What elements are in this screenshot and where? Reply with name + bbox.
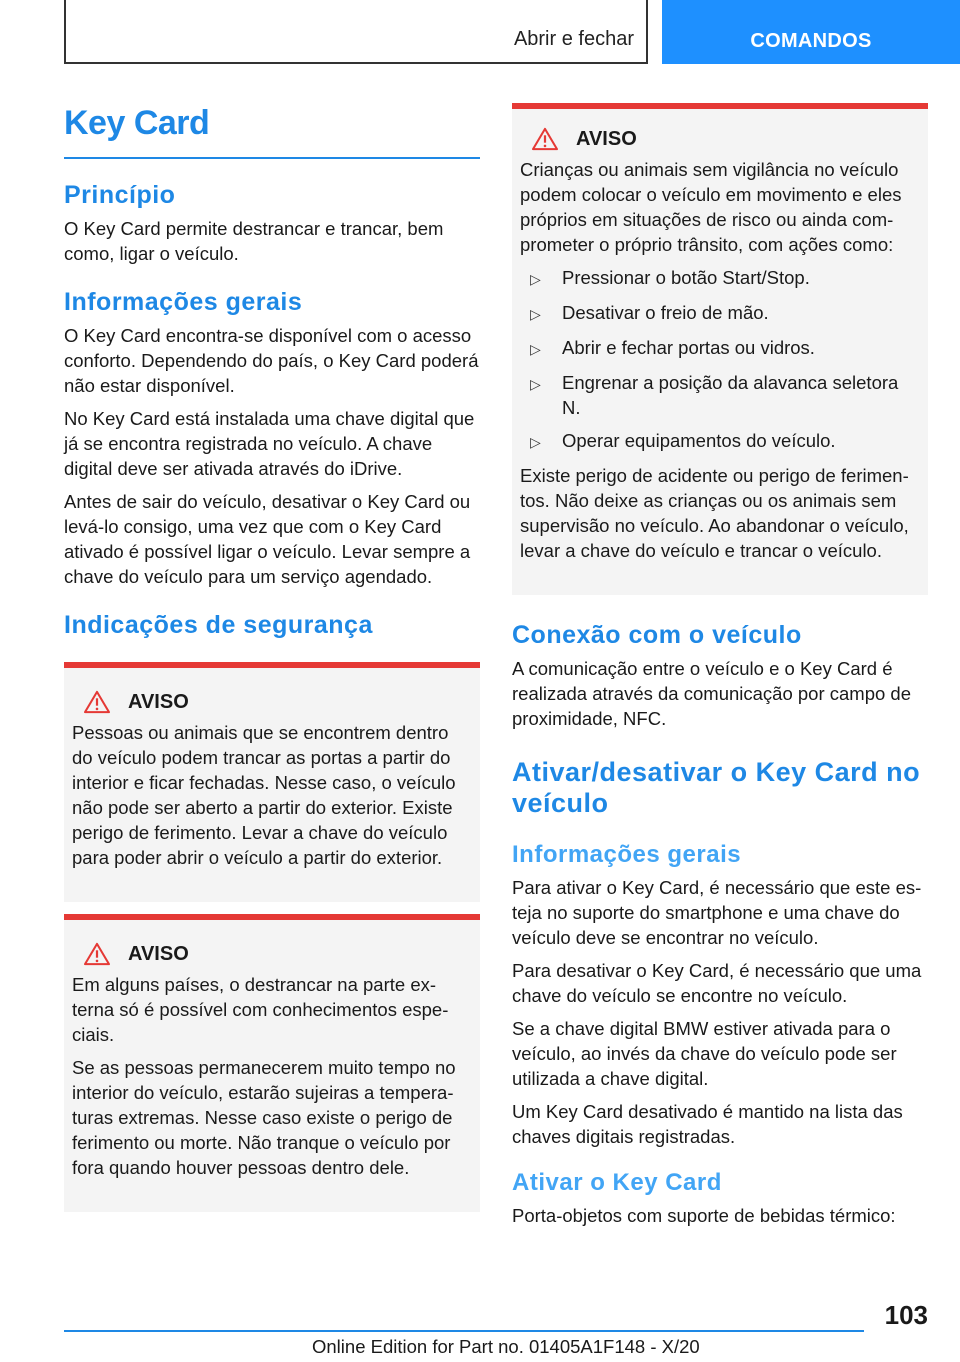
page-title: Key Card: [64, 104, 210, 142]
warning-list: [520, 265, 920, 455]
warning-text: Pessoas ou animais que se encontrem dentro do veículo podem trancar as portas a partir do interior e ficar fechadas. Nesse caso, o veículo não pode ser aberto a partir do exterior. Existe perigo de ferimento. Levar a chave do veículo para poder abrir o veículo a partir do exterior.: [72, 722, 456, 868]
safety-heading: Indicações de segurança: [64, 611, 373, 639]
info-paragraph-1: Para ativar o Key Card, é necessário que este esteja no suporte do smartphone e uma chave do veículo deve se encontrar no veículo.: [512, 877, 922, 948]
list-item: ▷ Operar equipamentos do veículo.: [520, 428, 920, 455]
warning-box-3: [512, 103, 928, 595]
edition-text: Online Edition for Part no. 01405A1F148 - X/20: [312, 1336, 700, 1357]
warning-box-2: [64, 914, 480, 1212]
warning-text-1: Em alguns países, o destrancar na parte externa só é possível com conhecimentos especiais.: [72, 974, 449, 1045]
warning-text-2: Se as pessoas permanecerem muito tempo no interior do veículo, estarão sujeiras a temperaturas extremas. Nesse caso existe o perigo de ferimento ou morte. Não tranque o veículo por fora quando houver pessoas dentro dele.: [72, 1057, 456, 1178]
left-column: [64, 100, 480, 1212]
info-paragraph-3: Se a chave digital BMW estiver ativada para o veículo, ao invés da chave do veículo pode ser utilizada a chave digital.: [512, 1018, 897, 1089]
header-frame: [64, 0, 648, 64]
info-paragraph-1: O Key Card encontra-se disponível com o acesso conforto. Dependendo do país, o Key Card poderá não estar disponível.: [64, 325, 479, 396]
info-heading: Informações gerais: [64, 288, 303, 316]
list-item: ▷ Pressionar o botão Start/Stop.: [520, 265, 920, 292]
warning-triangle-icon: [82, 942, 112, 966]
info-paragraph-4: Um Key Card desativado é mantido na lista das chaves digitais registradas.: [512, 1101, 903, 1147]
warning-title: AVISO: [128, 690, 189, 713]
section-title: Abrir e fechar: [513, 28, 634, 50]
info-paragraph-2: Para desativar o Key Card, é necessário que uma chave do veículo se encontre no veículo.: [512, 960, 922, 1006]
info-paragraph-2: No Key Card está instalada uma chave digital que já se encontra registrada no veículo. A chave digital deve ser ativada através do iDrive.: [64, 408, 475, 479]
principio-heading: Princípio: [64, 181, 176, 209]
warning-triangle-icon: [82, 690, 112, 714]
list-item: ▷ Desativar o freio de mão.: [520, 300, 920, 327]
ativar-kc-text: Porta-objetos com suporte de bebidas térmico:: [512, 1205, 896, 1226]
conexao-text: A comunicação entre o veículo e o Key Card é realizada através da comunicação por campo de proximidade, NFC.: [512, 658, 912, 729]
chapter-label: COMANDOS: [750, 30, 872, 52]
conexao-heading: Conexão com o veículo: [512, 621, 802, 649]
bullet-triangle-icon: ▷: [530, 376, 541, 392]
ativar-kc-heading: Ativar o Key Card: [512, 1169, 722, 1196]
warning-box-1: [64, 662, 480, 902]
footer-divider: [64, 1330, 864, 1332]
warning-intro: Crianças ou animais sem vigilância no veículo podem colocar o veículo em movimento e eles próprios em situações de risco ou ainda comprometer o próprio trânsito, com ações como:: [520, 159, 902, 255]
ativar-heading: Ativar/desativar o Key Card no veículo: [512, 757, 921, 818]
title-divider: [64, 157, 480, 159]
warning-title: AVISO: [128, 942, 189, 965]
principio-text: O Key Card permite destrancar e trancar, bem como, ligar o veículo.: [64, 218, 444, 264]
right-column: [512, 103, 928, 1236]
chapter-tab[interactable]: [662, 0, 960, 64]
info-heading-right: Informações gerais: [512, 841, 742, 868]
page-number: 103: [884, 1300, 928, 1330]
bullet-triangle-icon: ▷: [530, 341, 541, 357]
warning-triangle-icon: [530, 127, 560, 151]
list-item: ▷ Abrir e fechar portas ou vidros.: [520, 335, 920, 362]
warning-title: AVISO: [576, 127, 637, 150]
bullet-triangle-icon: ▷: [530, 434, 541, 450]
warning-outro: Existe perigo de acidente ou perigo de ferimentos. Não deixe as crianças ou os animais sem supervisão no veículo. Ao abandonar o veículo, levar a chave do veículo e trancar o veículo.: [520, 465, 909, 561]
bullet-triangle-icon: ▷: [530, 271, 541, 287]
list-item: ▷ Engrenar a posição da alavanca seletora N.: [530, 372, 899, 418]
info-paragraph-3: Antes de sair do veículo, desativar o Key Card ou levá-lo consigo, uma vez que com o Key Card ativado é possível ligar o veículo. Levar sempre a chave do veículo para um serviço agendado.: [64, 491, 471, 587]
bullet-triangle-icon: ▷: [530, 306, 541, 322]
